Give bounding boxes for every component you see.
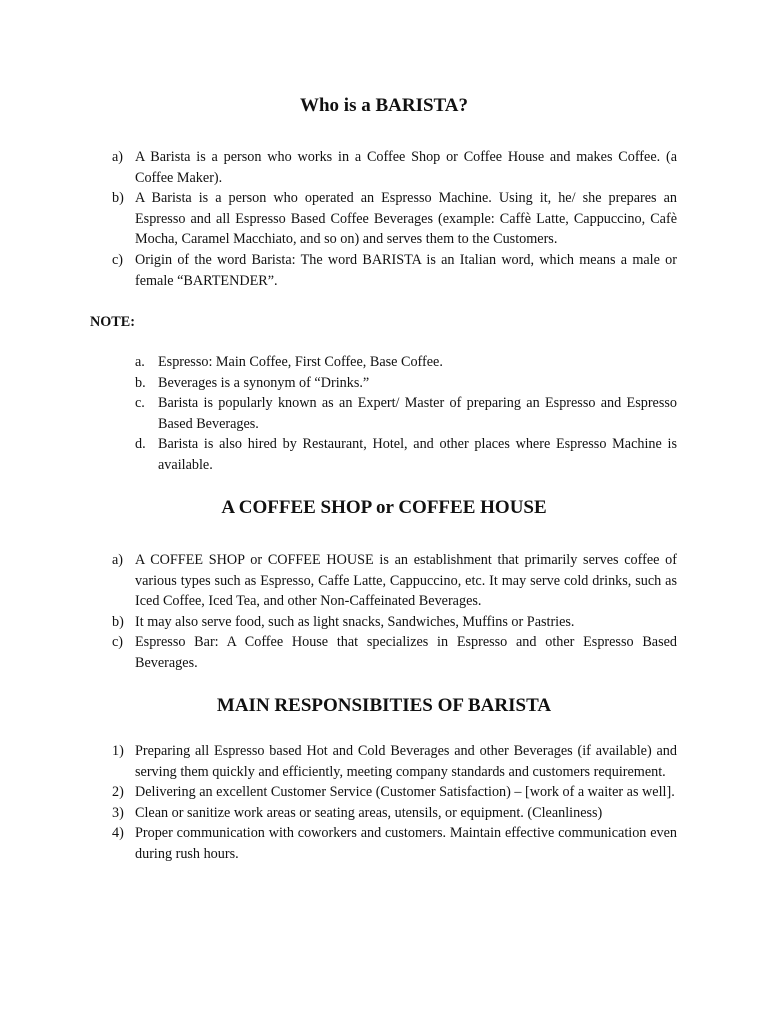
list-marker: c) [112,251,124,268]
coffee-shop-list [112,550,677,674]
list-item [112,782,677,803]
list-item [112,803,677,824]
list-item-text: Delivering an excellent Customer Service (Customer Satisfaction) – [work of a waiter as well]. [135,784,675,801]
responsibilities-heading: MAIN RESPONSIBITIES OF BARISTA [216,695,552,716]
responsibilities-list [112,741,677,865]
list-marker: b. [135,374,146,391]
list-marker: 1) [112,743,124,759]
list-marker: c) [112,634,124,651]
list-marker: a) [112,552,124,568]
coffee-shop-heading: A COFFEE SHOP or COFFEE HOUSE [221,497,547,518]
list-marker: d. [135,436,146,453]
list-marker: b) [112,613,124,630]
list-item-text: It may also serve food, such as light snacks, Sandwiches, Muffins or Pastries. [135,613,575,630]
list-marker: a. [135,354,145,370]
list-item-text: Barista is also hired by Restaurant, Hotel, and other places where Espresso Machine is available. [158,436,677,473]
list-item [135,393,677,434]
list-item-text: Beverages is a synonym of “Drinks.” [158,374,370,391]
list-item [135,373,677,394]
list-item-text: Origin of the word Barista: The word BARISTA is an Italian word, which means a male or female “BARTENDER”. [135,251,677,289]
list-item [112,741,677,782]
list-item [135,434,677,475]
list-item [112,823,677,864]
list-marker: b) [112,190,124,207]
list-item [112,632,677,673]
list-item-text: Clean or sanitize work areas or seating areas, utensils, or equipment. (Cleanliness) [135,804,603,821]
list-item-text: Espresso: Main Coffee, First Coffee, Base Coffee. [158,354,443,370]
list-item [112,550,677,612]
note-label: NOTE: [90,314,135,330]
list-marker: c. [135,395,145,412]
list-marker: 4) [112,825,124,842]
list-item-text: Proper communication with coworkers and customers. Maintain effective communication even during rush hours. [135,825,677,862]
barista-definition-list [112,147,677,291]
list-item-text: Barista is popularly known as an Expert/ Master of preparing an Espresso and Espresso Based Beverages. [158,395,677,432]
list-item-text: A COFFEE SHOP or COFFEE HOUSE is an establishment that primarily serves coffee of various types such as Espresso, Caffe Latte, Cappuccino, etc. It may serve cold drinks, such as Iced Coffee, Iced Tea, and other Non-Caffeinated Beverages. [135,552,677,610]
list-item-text: A Barista is a person who operated an Espresso Machine. Using it, he/ she prepares an Espresso and all Espresso Based Coffee Beverages (example: Caffè Latte, Cappuccino, Cafè Mocha, Caramel Macchiato, and so on) and serves them to the Customers. [135,190,677,248]
list-item [112,612,677,633]
list-item [112,250,677,291]
list-marker: 3) [112,804,124,821]
list-item [112,188,677,250]
list-item-text: Espresso Bar: A Coffee House that specializes in Espresso and other Espresso Based Beverages. [135,634,677,671]
list-item-text: Preparing all Espresso based Hot and Cold Beverages and other Beverages (if available) and serving them quickly and efficiently, meeting company standards and customers requirement. [135,743,677,780]
page-title: Who is a BARISTA? [299,95,469,116]
list-item-text: A Barista is a person who works in a Coffee Shop or Coffee House and makes Coffee. (a Coffee Maker). [135,149,677,186]
note-list [135,352,677,476]
list-item [135,352,677,373]
list-marker: 2) [112,784,124,801]
list-marker: a) [112,149,124,165]
list-item [112,147,677,188]
